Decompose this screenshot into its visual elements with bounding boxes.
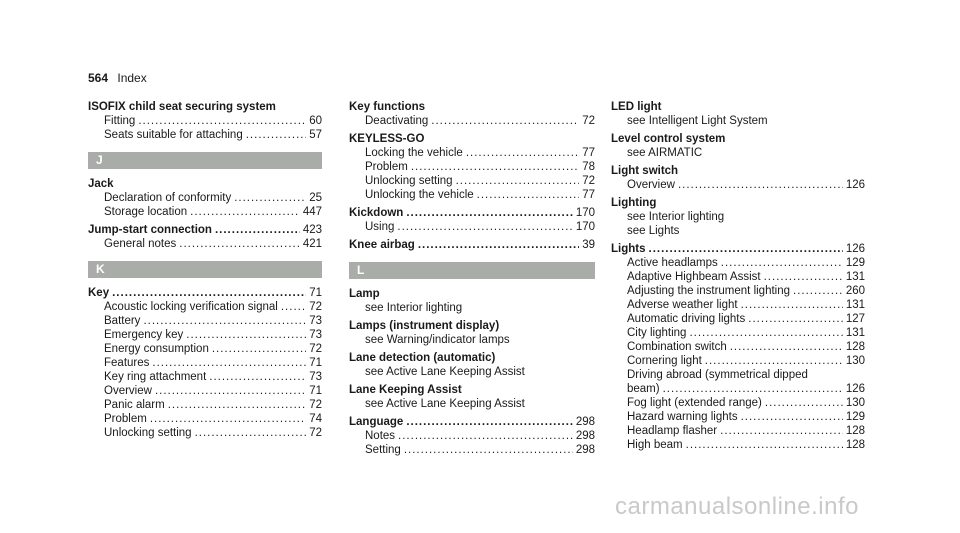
index-subentry[interactable] [349, 114, 595, 128]
page-reference: 77 [582, 147, 595, 159]
page-reference: 72 [309, 399, 322, 411]
leader-dots [689, 326, 842, 340]
entry-label: Automatic driving lights [627, 313, 746, 325]
entry-label: see AIRMATIC [627, 147, 703, 159]
page-reference: 126 [845, 383, 865, 395]
index-subentry[interactable] [611, 354, 865, 368]
index-entry[interactable] [349, 100, 595, 114]
index-subentry[interactable] [611, 382, 865, 396]
index-entry[interactable] [349, 132, 595, 146]
index-entry[interactable] [349, 206, 595, 220]
index-column-3 [611, 100, 865, 452]
entry-label: see Active Lane Keeping Assist [365, 366, 525, 378]
leader-dots [720, 424, 843, 438]
page-reference: 128 [845, 425, 865, 437]
page-reference: 423 [302, 224, 322, 236]
entry-label: see Interior lighting [627, 211, 725, 223]
page-title: Index [117, 71, 147, 85]
entry-label: Overview [627, 179, 675, 191]
page-reference: 447 [302, 206, 322, 218]
entry-label: Knee airbag [349, 239, 415, 251]
index-subentry[interactable] [611, 368, 865, 382]
page-reference: 71 [309, 385, 322, 397]
index-subentry[interactable] [88, 398, 322, 412]
index-subentry[interactable] [611, 410, 865, 424]
index-entry[interactable] [349, 319, 595, 333]
leader-dots [112, 286, 306, 300]
index-subentry[interactable] [611, 146, 865, 160]
entry-label: High beam [627, 439, 683, 451]
entry-label: see Warning/indicator lamps [365, 334, 510, 346]
leader-dots [190, 205, 300, 219]
entry-label: Lamp [349, 288, 380, 300]
leader-dots [397, 220, 572, 234]
leader-dots [686, 438, 843, 452]
page-header [88, 71, 147, 85]
entry-label: Emergency key [104, 329, 184, 341]
page-reference: 131 [845, 299, 865, 311]
leader-dots [649, 242, 843, 256]
page-reference: 170 [575, 207, 595, 219]
index-subentry[interactable] [349, 333, 595, 347]
leader-dots [398, 429, 573, 443]
leader-dots [150, 412, 306, 426]
page-reference: 298 [575, 430, 595, 442]
page-reference: 71 [309, 357, 322, 369]
entry-label: Key [88, 287, 110, 299]
index-entry[interactable] [349, 383, 595, 397]
entry-label: Unlocking setting [104, 427, 192, 439]
leader-dots [195, 426, 307, 440]
page-number: 564 [88, 71, 109, 85]
entry-label: Active headlamps [627, 257, 718, 269]
entry-label: Setting [365, 444, 401, 456]
leader-dots [209, 370, 306, 384]
entry-label: see Interior lighting [365, 302, 463, 314]
entry-label: Seats suitable for attaching [104, 129, 243, 141]
index-subentry[interactable] [349, 188, 595, 202]
index-entry[interactable] [88, 177, 322, 191]
entry-label: Adaptive Highbeam Assist [627, 271, 761, 283]
page-reference: 60 [309, 115, 322, 127]
leader-dots [793, 284, 843, 298]
entry-label: Light switch [611, 165, 679, 177]
entry-label: Declaration of conformity [104, 192, 232, 204]
leader-dots [678, 178, 843, 192]
entry-label: Acoustic locking verification signal [104, 301, 278, 313]
index-subentry[interactable] [349, 174, 595, 188]
index-entry[interactable] [88, 223, 322, 237]
page-reference: 130 [845, 397, 865, 409]
index-subentry[interactable] [88, 314, 322, 328]
leader-dots [143, 314, 306, 328]
entry-label: General notes [104, 238, 177, 250]
index-subentry[interactable] [88, 384, 322, 398]
entry-label: LED light [611, 101, 662, 113]
page-reference: 126 [845, 243, 865, 255]
entry-label: Key functions [349, 101, 426, 113]
page-reference: 72 [582, 175, 595, 187]
leader-dots [741, 410, 843, 424]
entry-label: Adjusting the instrument lighting [627, 285, 791, 297]
entry-label: Lighting [611, 197, 657, 209]
index-subentry[interactable] [611, 424, 865, 438]
entry-label: Battery [104, 315, 141, 327]
index-entry[interactable] [349, 238, 595, 252]
page-reference: 128 [845, 439, 865, 451]
index-letter-heading: J [88, 152, 322, 169]
leader-dots [765, 396, 843, 410]
leader-dots [406, 415, 573, 429]
leader-dots [431, 114, 579, 128]
index-subentry[interactable] [349, 301, 595, 315]
page-reference: 73 [309, 315, 322, 327]
index-subentry[interactable] [611, 284, 865, 298]
leader-dots [663, 382, 843, 396]
entry-label: Level control system [611, 133, 726, 145]
page-reference: 421 [302, 238, 322, 250]
index-subentry[interactable] [88, 412, 322, 426]
index-subentry[interactable] [88, 426, 322, 440]
entry-label: Lights [611, 243, 646, 255]
index-subentry[interactable] [349, 146, 595, 160]
page-reference: 73 [309, 371, 322, 383]
page-reference: 73 [309, 329, 322, 341]
index-entry[interactable] [611, 100, 865, 114]
index-subentry[interactable] [611, 340, 865, 354]
entry-label: Using [365, 221, 395, 233]
entry-label: Adverse weather light [627, 299, 738, 311]
page-reference: 127 [845, 313, 865, 325]
page-reference: 126 [845, 179, 865, 191]
entry-label: Locking the vehicle [365, 147, 463, 159]
index-subentry[interactable] [611, 270, 865, 284]
index-subentry[interactable] [88, 114, 322, 128]
leader-dots [215, 223, 300, 237]
index-subentry[interactable] [349, 365, 595, 379]
index-column-1 [88, 100, 322, 440]
index-subentry[interactable] [611, 298, 865, 312]
index-subentry[interactable] [611, 224, 865, 238]
entry-label: see Lights [627, 225, 680, 237]
entry-label: Lane detection (automatic) [349, 352, 496, 364]
leader-dots [456, 174, 580, 188]
page-reference: 78 [582, 161, 595, 173]
index-entry[interactable] [349, 351, 595, 365]
page-reference: 57 [309, 129, 322, 141]
index-subentry[interactable] [349, 397, 595, 411]
entry-label: Driving abroad (symmetrical dipped [627, 369, 808, 381]
page-reference: 260 [845, 285, 865, 297]
entry-label: Combination switch [627, 341, 727, 353]
leader-dots [246, 128, 306, 142]
index-subentry[interactable] [88, 191, 322, 205]
index-entry[interactable] [88, 286, 322, 300]
page-reference: 298 [575, 444, 595, 456]
index-entry[interactable] [611, 132, 865, 146]
leader-dots [466, 146, 579, 160]
entry-label: Kickdown [349, 207, 404, 219]
entry-label: see Active Lane Keeping Assist [365, 398, 525, 410]
index-subentry[interactable] [349, 160, 595, 174]
index-subentry[interactable] [349, 443, 595, 457]
index-subentry[interactable] [88, 300, 322, 314]
page-reference: 74 [309, 413, 322, 425]
index-subentry[interactable] [349, 429, 595, 443]
page-reference: 170 [575, 221, 595, 233]
index-entry[interactable] [349, 287, 595, 301]
entry-label: Cornering light [627, 355, 702, 367]
index-entry[interactable] [88, 100, 322, 114]
index-subentry[interactable] [611, 312, 865, 326]
index-subentry[interactable] [611, 256, 865, 270]
entry-label: Unlocking the vehicle [365, 189, 474, 201]
entry-label: KEYLESS-GO [349, 133, 425, 145]
entry-label: beam) [627, 383, 660, 395]
page-reference: 39 [582, 239, 595, 251]
page-reference: 72 [309, 301, 322, 313]
index-letter-heading: K [88, 261, 322, 278]
leader-dots [406, 206, 573, 220]
leader-dots [152, 356, 306, 370]
index-entry[interactable] [349, 415, 595, 429]
leader-dots [730, 340, 843, 354]
page-reference: 131 [845, 271, 865, 283]
index-subentry[interactable] [88, 370, 322, 384]
leader-dots [411, 160, 579, 174]
entry-label: Unlocking setting [365, 175, 453, 187]
entry-label: Overview [104, 385, 152, 397]
index-column-2 [349, 100, 595, 457]
page-reference: 77 [582, 189, 595, 201]
entry-label: Headlamp flasher [627, 425, 718, 437]
index-subentry[interactable] [611, 396, 865, 410]
entry-label: Fitting [104, 115, 136, 127]
index-subentry[interactable] [88, 237, 322, 251]
entry-label: Panic alarm [104, 399, 165, 411]
entry-label: Energy consumption [104, 343, 209, 355]
index-entry[interactable] [611, 242, 865, 256]
leader-dots [155, 384, 306, 398]
page-reference: 25 [309, 192, 322, 204]
entry-label: Notes [365, 430, 396, 442]
page-reference: 71 [309, 287, 322, 299]
index-subentry[interactable] [88, 128, 322, 142]
leader-dots [138, 114, 306, 128]
entry-label: Deactivating [365, 115, 429, 127]
page-reference: 129 [845, 411, 865, 423]
page-reference: 72 [309, 427, 322, 439]
leader-dots [748, 312, 843, 326]
index-entry[interactable] [611, 196, 865, 210]
leader-dots [705, 354, 843, 368]
leader-dots [186, 328, 306, 342]
leader-dots [477, 188, 580, 202]
index-subentry[interactable] [88, 328, 322, 342]
leader-dots [281, 300, 306, 314]
page-reference: 131 [845, 327, 865, 339]
index-subentry[interactable] [88, 356, 322, 370]
leader-dots [418, 238, 579, 252]
entry-label: ISOFIX child seat securing system [88, 101, 276, 113]
leader-dots [404, 443, 573, 457]
entry-label: Problem [365, 161, 408, 173]
entry-label: Jump-start connection [88, 224, 212, 236]
entry-label: Features [104, 357, 150, 369]
page-reference: 72 [309, 343, 322, 355]
leader-dots [764, 270, 843, 284]
entry-label: Lane Keeping Assist [349, 384, 462, 396]
index-subentry[interactable] [88, 342, 322, 356]
leader-dots [212, 342, 306, 356]
leader-dots [179, 237, 300, 251]
index-entry[interactable] [611, 164, 865, 178]
entry-label: Storage location [104, 206, 188, 218]
index-subentry[interactable] [88, 205, 322, 219]
index-subentry[interactable] [611, 178, 865, 192]
entry-label: City lighting [627, 327, 687, 339]
index-letter-heading: L [349, 262, 595, 279]
page-reference: 298 [575, 416, 595, 428]
entry-label: Key ring attachment [104, 371, 207, 383]
leader-dots [741, 298, 843, 312]
entry-label: Hazard warning lights [627, 411, 738, 423]
entry-label: Problem [104, 413, 147, 425]
index-subentry[interactable] [611, 210, 865, 224]
page-reference: 72 [582, 115, 595, 127]
index-subentry[interactable] [611, 326, 865, 340]
watermark: carmanualsonline.info [615, 493, 859, 520]
entry-label: Fog light (extended range) [627, 397, 762, 409]
entry-label: Language [349, 416, 404, 428]
entry-label: see Intelligent Light System [627, 115, 768, 127]
page-reference: 129 [845, 257, 865, 269]
entry-label: Jack [88, 178, 114, 190]
leader-dots [721, 256, 843, 270]
page-reference: 130 [845, 355, 865, 367]
entry-label: Lamps (instrument display) [349, 320, 500, 332]
index-subentry[interactable] [611, 438, 865, 452]
index-subentry[interactable] [349, 220, 595, 234]
leader-dots [234, 191, 306, 205]
page-reference: 128 [845, 341, 865, 353]
index-subentry[interactable] [611, 114, 865, 128]
leader-dots [168, 398, 306, 412]
